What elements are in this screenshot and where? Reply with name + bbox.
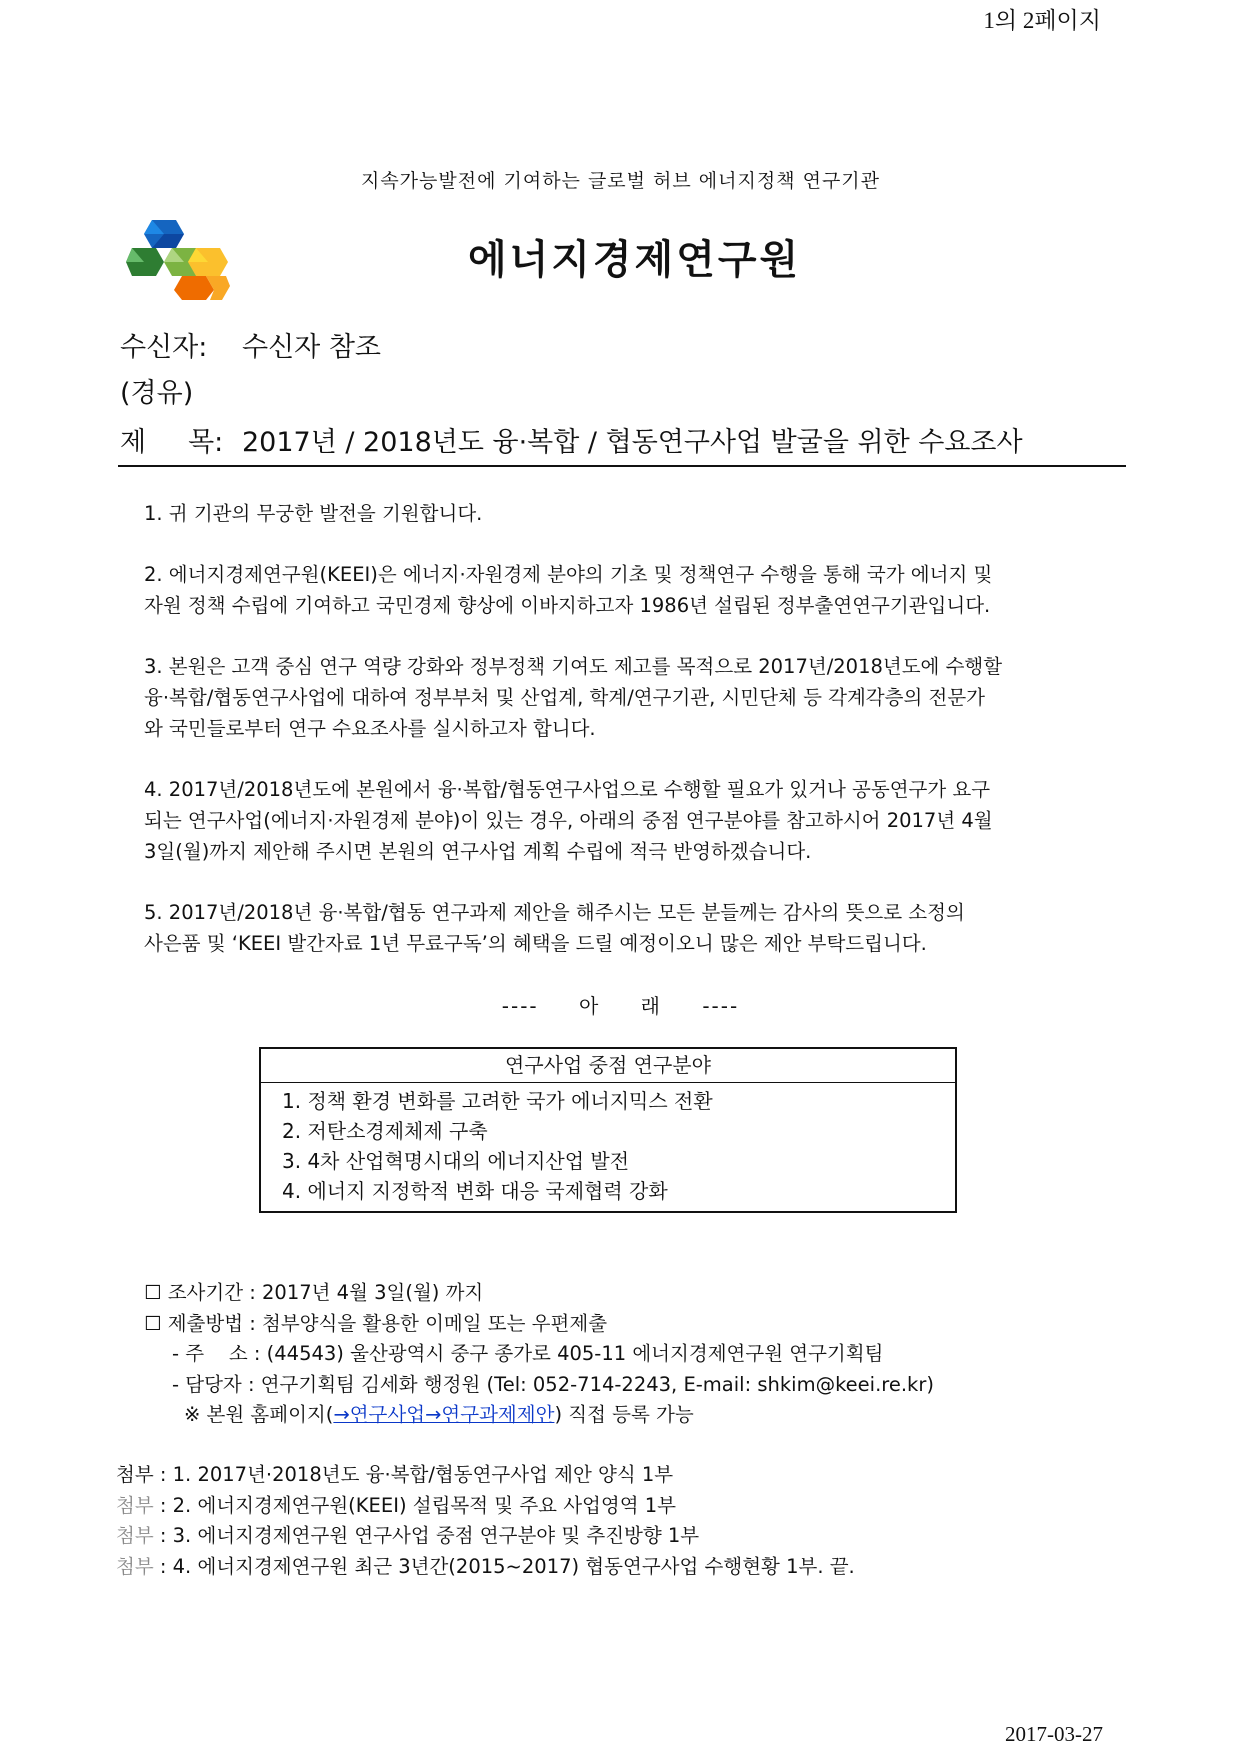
list-item: 3. 4차 산업혁명시대의 에너지산업 발전 xyxy=(282,1149,630,1173)
attachment-text: : 4. 에너지경제연구원 최근 3년간(2015~2017) 협동연구사업 수행현황 1부. 끝. xyxy=(153,1554,855,1578)
title-divider xyxy=(118,465,1126,467)
paragraph-line: 2. 에너지경제연구원(KEEI)은 에너지·자원경제 분야의 기초 및 정책연구 수행을 통해 국가 에너지 및 xyxy=(144,563,993,586)
address-row: - 주 소 : (44543) 울산광역시 중구 종가로 405-11 에너지경제연구원 연구기획팀 xyxy=(172,1342,884,1365)
attachment-text: : 2. 에너지경제연구원(KEEI) 설립목적 및 주요 사업영역 1부 xyxy=(153,1493,676,1517)
subject-label-b: 목: xyxy=(188,427,224,458)
body-text xyxy=(144,498,1084,989)
survey-period: 조사기간 : 2017년 4월 3일(월) 까지 xyxy=(167,1281,484,1304)
attachment-item xyxy=(116,1552,855,1583)
paragraph-line: 자원 정책 수립에 기여하고 국민경제 향상에 이바지하고자 1986년 설립된 정부출연연구기관입니다. xyxy=(144,594,991,617)
attachment-label: 첨부 xyxy=(116,1554,154,1578)
paragraph-2 xyxy=(144,559,1084,621)
recipient-label: 수신자: xyxy=(120,332,208,363)
subject-label xyxy=(120,420,242,459)
attachment-label: 첨부 xyxy=(116,1493,154,1517)
subject-value: 2017년 / 2018년도 융·복합 / 협동연구사업 발굴을 위한 수요조사 xyxy=(242,427,1023,458)
attachment-text: : 1. 2017년·2018년도 융·복합/협동연구사업 제안 양식 1부 xyxy=(153,1463,674,1486)
attachment-item xyxy=(116,1460,855,1491)
keei-hexagon-logo xyxy=(126,220,230,300)
homepage-note xyxy=(144,1400,934,1431)
page-number: 1의 2페이지 xyxy=(983,8,1101,33)
notice-heading: ---- 아 래 ---- xyxy=(501,994,740,1018)
paragraph-4 xyxy=(144,774,1084,867)
list-item: 2. 저탄소경제체제 구축 xyxy=(282,1119,488,1143)
paragraph-1 xyxy=(144,498,1084,529)
subject-label-a: 제 xyxy=(120,427,147,458)
attachment-item xyxy=(116,1491,855,1522)
attachment-label: 첨부 xyxy=(116,1463,154,1486)
research-box-title: 연구사업 중점 연구분야 xyxy=(261,1049,955,1083)
recipient-value: 수신자 참조 xyxy=(242,332,381,363)
homepage-link[interactable]: →연구사업→연구과제제안 xyxy=(333,1403,555,1426)
list-item: 4. 에너지 지정학적 변화 대응 국제협력 강화 xyxy=(282,1179,668,1203)
footer-date: 2017-03-27 xyxy=(1005,1722,1103,1746)
paragraph-3 xyxy=(144,651,1084,744)
submission-method: 제출방법 : 첨부양식을 활용한 이메일 또는 우편제출 xyxy=(167,1311,608,1335)
research-focus-box xyxy=(259,1047,957,1213)
paragraph-line: 융·복합/협동연구사업에 대하여 정부부처 및 산업계, 학계/연구기관, 시민단체 등 각계각층의 전문가 xyxy=(144,686,986,709)
paragraph-line: 5. 2017년/2018년 융·복합/협동 연구과제 제안을 해주시는 모든 분들께는 감사의 뜻으로 소정의 xyxy=(144,901,965,924)
slogan: 지속가능발전에 기여하는 글로벌 허브 에너지정책 연구기관 xyxy=(360,170,881,192)
recipient-row xyxy=(120,325,381,364)
homepage-note-prefix: ※ 본원 홈페이지( xyxy=(184,1403,334,1426)
homepage-note-suffix: ) 직접 등록 가능 xyxy=(554,1403,694,1426)
attachment-label: 첨부 xyxy=(116,1524,154,1547)
org-name: 에너지경제연구원 xyxy=(468,237,802,283)
attachment-text: : 3. 에너지경제연구원 연구사업 중점 연구분야 및 추진방향 1부 xyxy=(153,1524,700,1547)
paragraph-line: 와 국민들로부터 연구 수요조사를 실시하고자 합니다. xyxy=(144,717,596,740)
survey-period-row xyxy=(144,1278,934,1309)
subject-row xyxy=(120,420,1023,459)
attachment-item xyxy=(116,1521,855,1552)
list-item: 1. 정책 환경 변화를 고려한 국가 에너지믹스 전환 xyxy=(282,1089,713,1113)
paragraph-line: 되는 연구사업(에너지·자원경제 분야)이 있는 경우, 아래의 중점 연구분야를 참고하시어 2017년 4월 xyxy=(144,809,993,832)
checkbox-icon: ☐ xyxy=(144,1311,162,1335)
checkbox-icon: ☐ xyxy=(144,1281,162,1304)
submission-method-row xyxy=(144,1309,934,1340)
attachments-list xyxy=(116,1460,855,1582)
paragraph-line: 1. 귀 기관의 무궁한 발전을 기원합니다. xyxy=(144,502,483,525)
survey-details xyxy=(144,1278,934,1431)
via-label: (경유) xyxy=(120,378,194,409)
paragraph-line: 3일(월)까지 제안해 주시면 본원의 연구사업 계획 수립에 적극 반영하겠습니다. xyxy=(144,840,812,863)
research-focus-list xyxy=(261,1086,955,1206)
paragraph-line: 3. 본원은 고객 중심 연구 역량 강화와 정부정책 기여도 제고를 목적으로 2017년/2018년도에 수행할 xyxy=(144,655,1003,678)
contact-row: - 담당자 : 연구기획팀 김세화 행정원 (Tel: 052-714-2243, E-mail: shkim@keei.re.kr) xyxy=(172,1372,934,1396)
paragraph-5 xyxy=(144,897,1084,959)
paragraph-line: 사은품 및 ‘KEEI 발간자료 1년 무료구독’의 혜택을 드릴 예정이오니 많은 제안 부탁드립니다. xyxy=(144,932,927,955)
paragraph-line: 4. 2017년/2018년도에 본원에서 융·복합/협동연구사업으로 수행할 필요가 있거나 공동연구가 요구 xyxy=(144,778,991,801)
